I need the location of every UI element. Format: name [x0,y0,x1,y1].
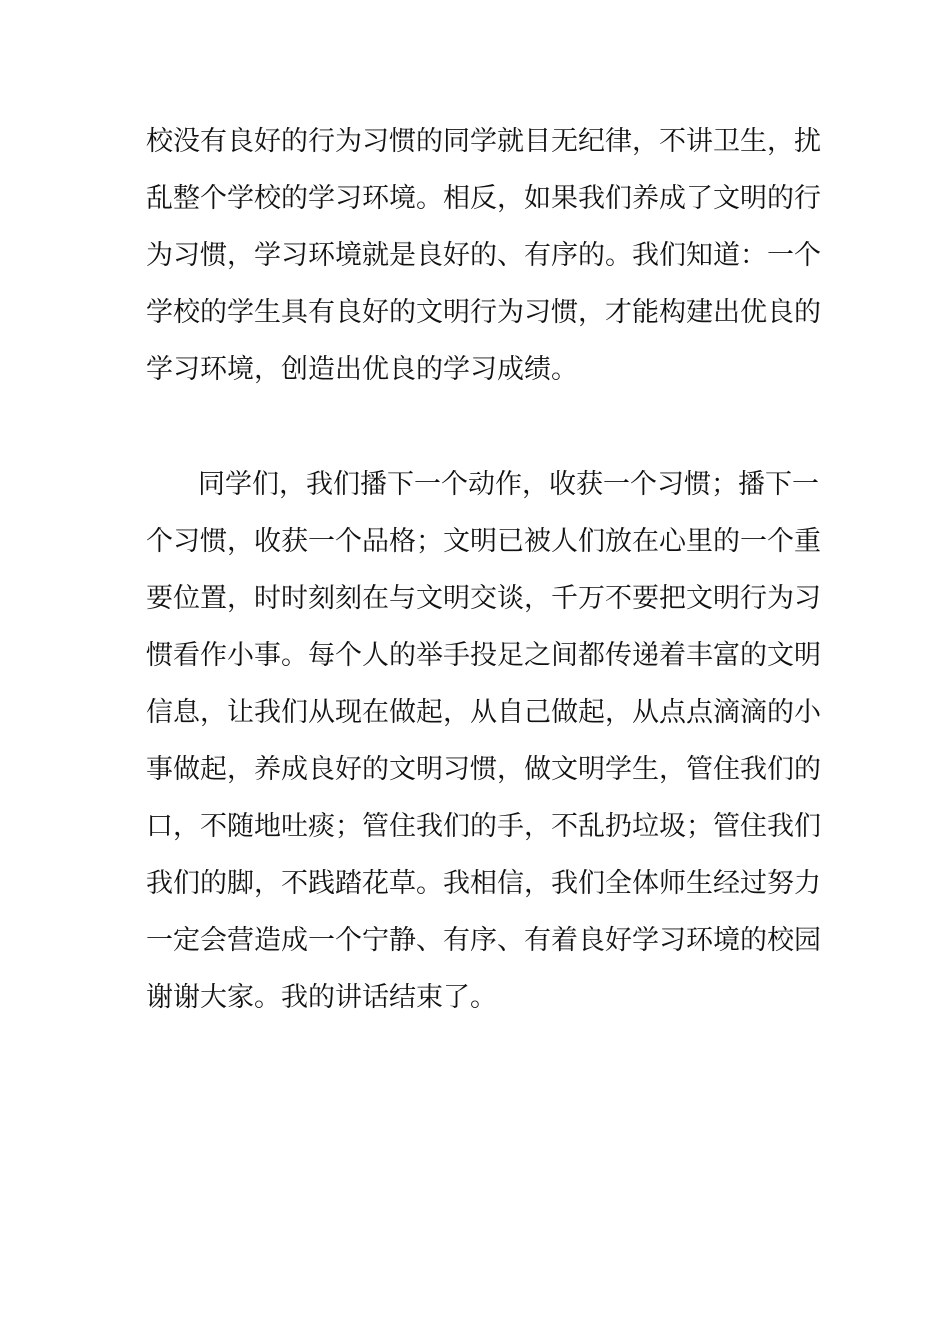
text-line: 惯看作小事。每个人的举手投足之间都传递着丰富的文明 [146,640,821,671]
text-line: 要位置，时时刻刻在与文明交谈，千万不要把文明行为习 [146,583,821,614]
text-line: 事做起，养成良好的文明习惯，做文明学生，管住我们的 [146,754,821,785]
text-line: 口，不随地吐痰；管住我们的手，不乱扔垃圾；管住我们 [146,811,821,842]
text-line: 学校的学生具有良好的文明行为习惯，才能构建出优良的 [146,297,821,328]
text-line: 谢谢大家。我的讲话结束了。 [146,982,497,1013]
text-line: 校没有良好的行为习惯的同学就目无纪律，不讲卫生，扰 [146,126,821,157]
text-line: 乱整个学校的学习环境。相反，如果我们养成了文明的行 [146,183,821,214]
text-line: 为习惯，学习环境就是良好的、有序的。我们知道：一个 [146,240,821,271]
text-line: 学习环境，创造出优良的学习成绩。 [146,354,578,385]
text-line: 一定会营造成一个宁静、有序、有着良好学习环境的校园 [146,925,821,956]
text-line: 个习惯，收获一个品格；文明已被人们放在心里的一个重 [146,526,821,557]
text-line: 信息，让我们从现在做起，从自己做起，从点点滴滴的小 [146,697,821,728]
text-line: 同学们，我们播下一个动作，收获一个习惯；播下一 [198,469,819,500]
text-line: 我们的脚，不践踏花草。我相信，我们全体师生经过努力 [146,868,821,899]
